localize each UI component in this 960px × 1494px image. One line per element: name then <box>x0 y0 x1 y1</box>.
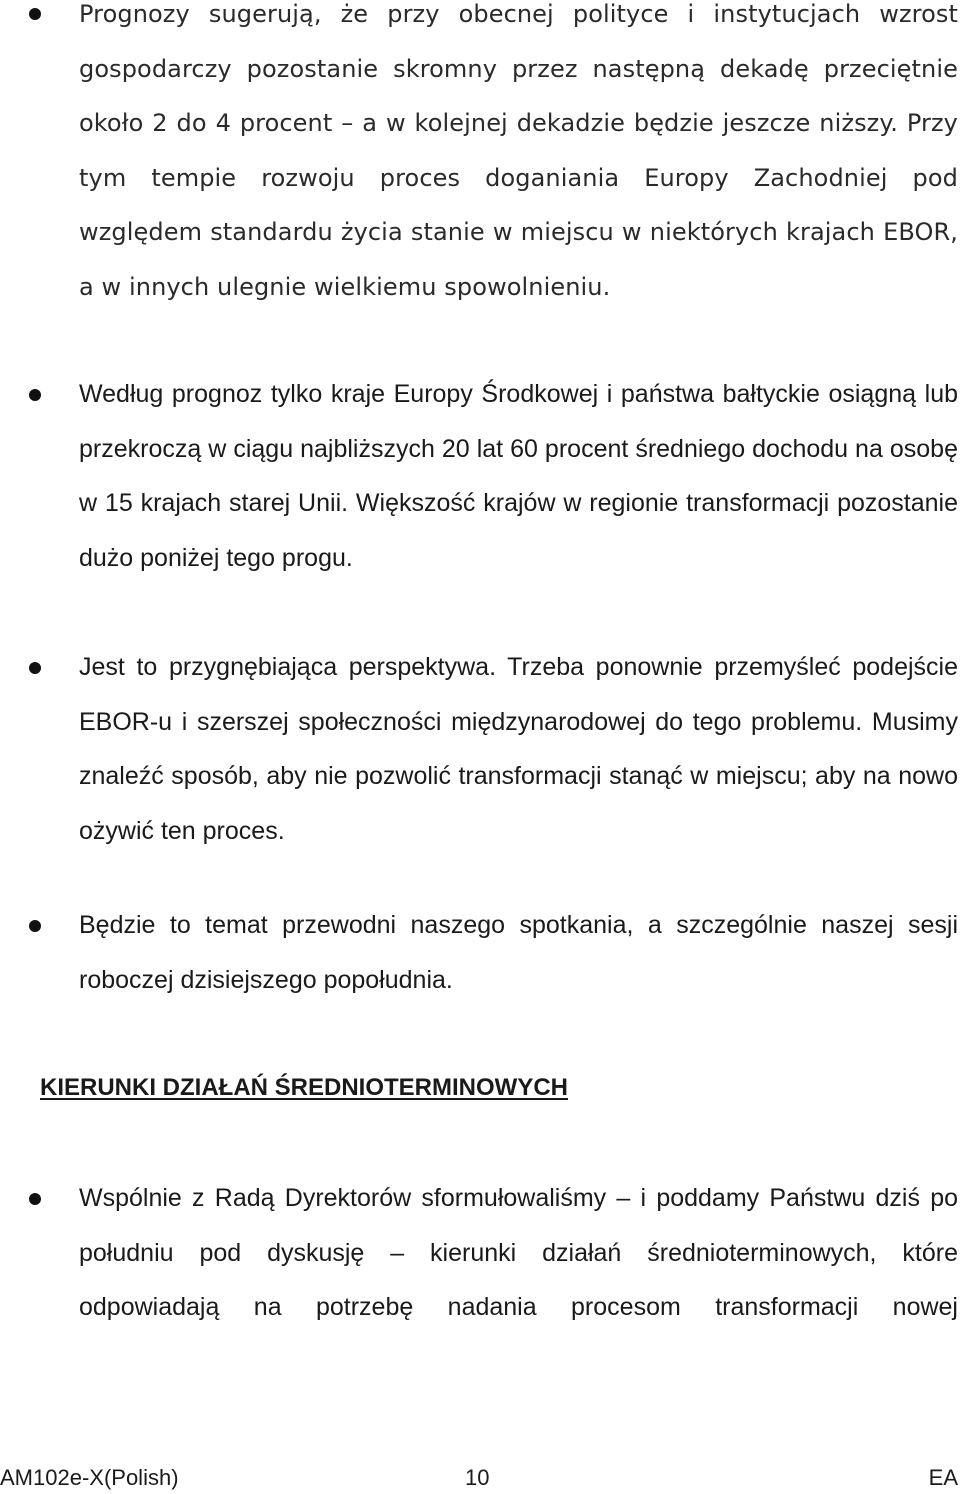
bullet-icon <box>29 1193 41 1205</box>
bullet-icon <box>29 662 41 674</box>
paragraph-text: Prognozy sugerują, że przy obecnej polityce i instytucjach wzrost gospodarczy pozostanie skromny przez następną dekadę przeciętnie około 2 do 4 procent – a w kolejnej dekadzie będzie jeszcze niższy. Przy tym tempie rozwoju proces doganiania Europy Zachodniej pod względem standardu życia stanie w miejscu w niektórych krajach EBOR, a w innych ulegnie wielkiemu spowolnieniu. <box>79 0 958 301</box>
bullet-icon <box>29 8 41 20</box>
document-reference: AM102e-X(Polish) <box>0 1465 179 1490</box>
page-number: 10 <box>465 1465 490 1490</box>
paragraph-text: Według prognoz tylko kraje Europy Środkowej i państwa bałtyckie osiągną lub przekroczą w ciągu najbliższych 20 lat 60 procent średniego dochodu na osobę w 15 krajach starej Unii. Większość krajów w regionie transformacji pozostanie dużo poniżej tego progu. <box>79 380 958 572</box>
section-heading: KIERUNKI DZIAŁAŃ ŚREDNIOTERMINOWYCH <box>40 1074 568 1101</box>
paragraph-text: Jest to przygnębiająca perspektywa. Trzeba ponownie przemyśleć podejście EBOR-u i szerszej społeczności międzynarodowej do tego problemu. Musimy znaleźć sposób, aby nie pozwolić transformacji stanąć w miejscu; aby na nowo ożywić ten proces. <box>79 653 958 845</box>
language-code: EA <box>928 1465 958 1490</box>
bullet-icon <box>29 920 41 932</box>
bullet-icon <box>29 389 41 401</box>
page-footer <box>0 1462 960 1494</box>
paragraph-text: Będzie to temat przewodni naszego spotkania, a szczególnie naszej sesji roboczej dzisiejszego popołudnia. <box>79 911 958 994</box>
paragraph-text: Wspólnie z Radą Dyrektorów sformułowaliśmy – i poddamy Państwu dziś po południu pod dyskusję – kierunki działań średnioterminowych, które odpowiadają na potrzebę nadania procesom transformacji nowej <box>79 1184 958 1321</box>
